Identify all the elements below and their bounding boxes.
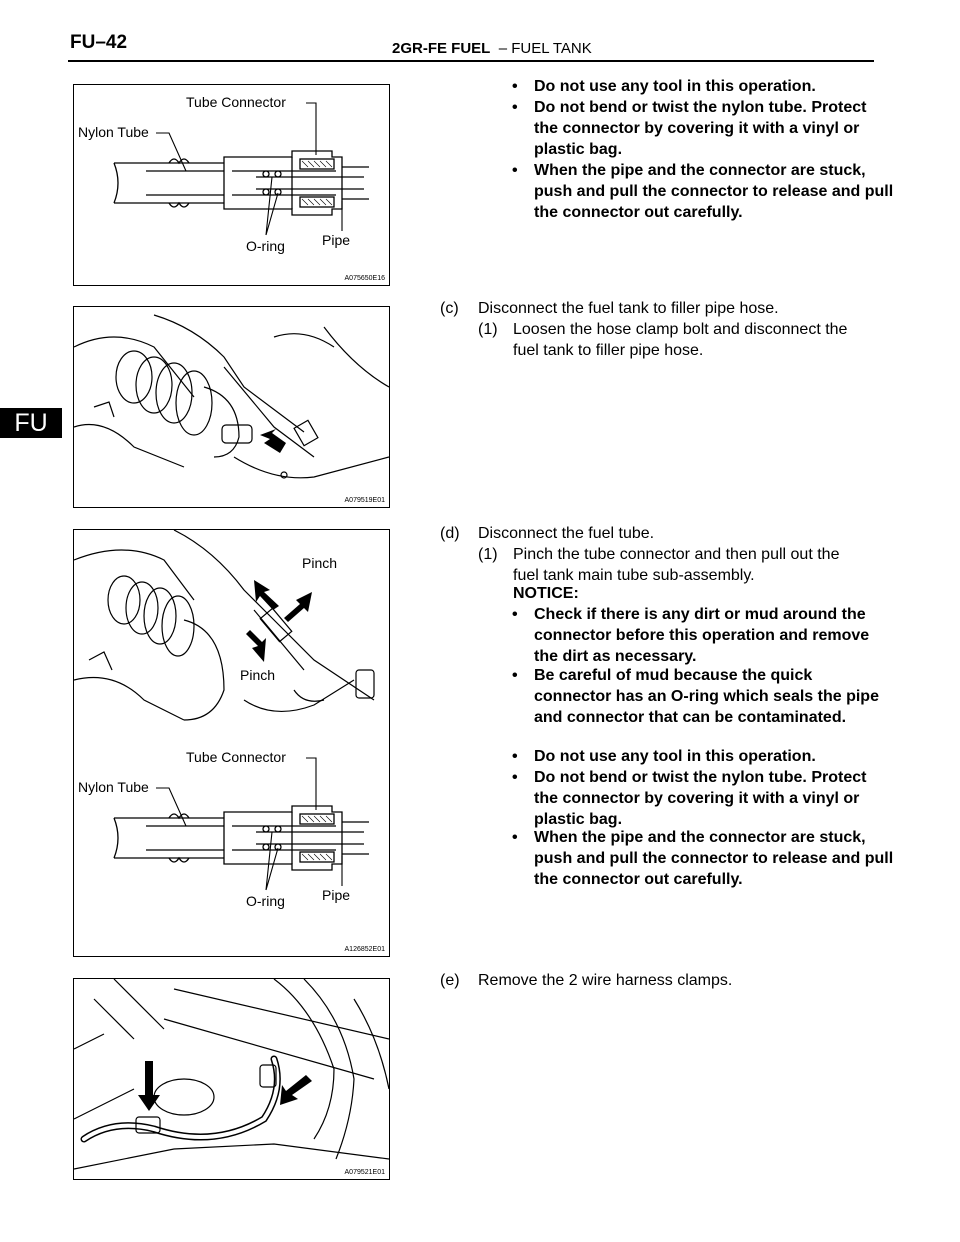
step-marker: (d) (440, 525, 460, 542)
bullet-icon: • (512, 162, 518, 179)
bullet-text: Check if there is any dirt or mud around the connector before this operation and remove the dirt as necessary. (534, 606, 870, 665)
step-marker: (c) (440, 300, 459, 317)
step-text: Disconnect the fuel tube. (478, 525, 655, 542)
section-title (392, 40, 592, 57)
bullet-icon: • (512, 769, 518, 786)
label-pinch-top: Pinch (302, 555, 338, 571)
step-marker: (e) (440, 972, 460, 989)
bullet-text: Do not bend or twist the nylon tube. Protect the connector by covering it with a vinyl or plastic bag. (534, 99, 867, 158)
arrow-icon (138, 1061, 160, 1111)
figure-code: A126852E01 (344, 946, 385, 953)
bullet-text: Do not use any tool in this operation. (534, 78, 816, 95)
page-number: FU–42 (70, 32, 128, 53)
bullet-text: Do not bend or twist the nylon tube. Protect the connector by covering it with a vinyl or plastic bag. (534, 769, 867, 828)
arrow-icon (284, 592, 312, 622)
bullet-icon: • (512, 667, 518, 684)
label-pipe: Pipe (322, 232, 351, 248)
bullet-icon: • (512, 99, 518, 116)
bullet-icon: • (512, 78, 518, 95)
label-pinch-mid: Pinch (240, 667, 276, 683)
section-title-bold: 2GR-FE FUEL (392, 40, 491, 57)
section-title-rest: – FUEL TANK (498, 40, 592, 57)
bullet-icon: • (512, 748, 518, 765)
figure-connector-section (73, 84, 390, 286)
bullet-text: When the pipe and the connector are stuck, push and pull the connector to release and pull the connector out carefully. (534, 162, 894, 221)
figure-fuel-tube (73, 529, 390, 957)
bullet-text: Do not use any tool in this operation. (534, 748, 816, 765)
bullet-icon: • (512, 606, 518, 623)
sub-marker: (1) (478, 321, 498, 338)
filler-hose-drawing (74, 307, 389, 507)
header-rule (68, 60, 874, 62)
arrow-icon (246, 630, 266, 662)
bullet-text: Be careful of mud because the quick connector has an O-ring which seals the pipe and connector that can be contaminated. (534, 667, 879, 726)
figure-harness-clamps (73, 978, 390, 1180)
step-text: Disconnect the fuel tank to filler pipe hose. (478, 300, 779, 317)
harness-clamps-drawing (74, 979, 389, 1179)
fuel-tube-drawing (74, 530, 389, 956)
figure-code: A079519E01 (344, 497, 385, 504)
label-nylon-tube: Nylon Tube (78, 124, 149, 140)
bullet-icon: • (512, 829, 518, 846)
label-tube-connector: Tube Connector (186, 94, 286, 110)
label-pipe: Pipe (322, 887, 351, 903)
label-nylon-tube: Nylon Tube (78, 779, 149, 795)
bullet-text: When the pipe and the connector are stuck, push and pull the connector to release and pull the connector out carefully. (534, 829, 894, 888)
sub-text: Pinch the tube connector and then pull out the fuel tank main tube sub-assembly. (513, 546, 840, 584)
label-o-ring: O-ring (246, 893, 285, 909)
step-text: Remove the 2 wire harness clamps. (478, 972, 733, 989)
figure-filler-hose (73, 306, 390, 508)
connector-section-drawing (74, 85, 389, 285)
figure-code: A079521E01 (344, 1169, 385, 1176)
section-tab: FU (0, 408, 62, 438)
label-tube-connector: Tube Connector (186, 749, 286, 765)
arrow-icon (280, 1075, 312, 1105)
arrow-icon (254, 580, 279, 610)
notice-label: NOTICE: (513, 585, 579, 602)
label-o-ring: O-ring (246, 238, 285, 254)
sub-marker: (1) (478, 546, 498, 563)
figure-code: A075650E16 (344, 275, 385, 282)
sub-text: Loosen the hose clamp bolt and disconnect the fuel tank to filler pipe hose. (513, 321, 848, 359)
